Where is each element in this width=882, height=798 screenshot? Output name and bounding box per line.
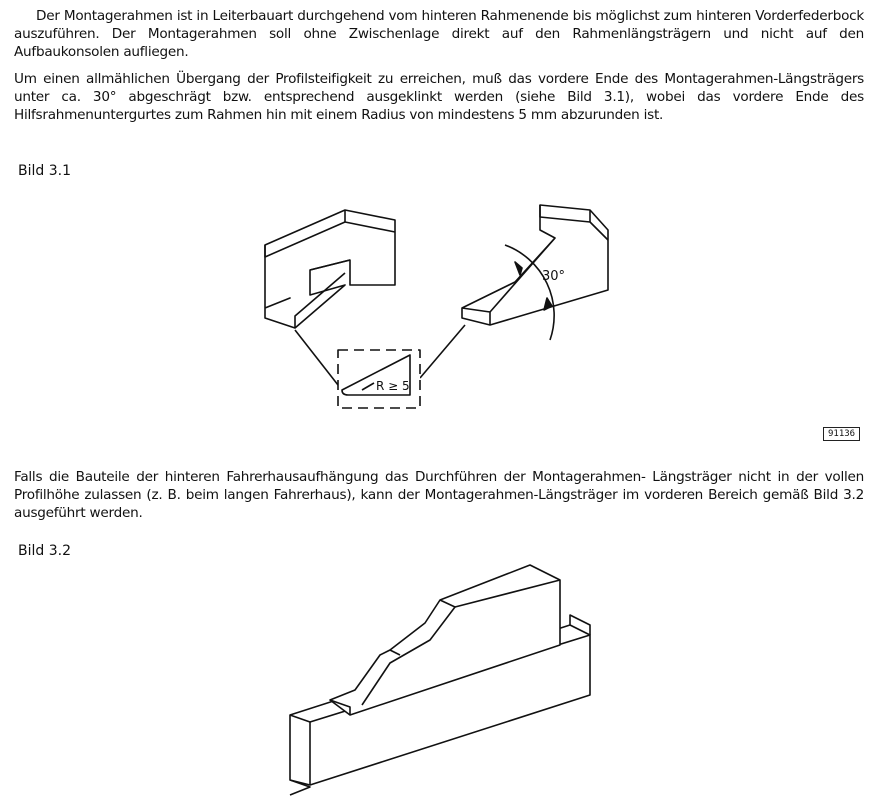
paragraph-profilsteifigkeit: Um einen allmählichen Übergang der Profilsteifigkeit zu erreichen, muß das vordere Ende des Montagerahmen-Längsträgers unter ca. 30° abgeschrägt bzw. entsprechend ausgeklinkt werden (siehe Bild 3.1), wobei das vordere Ende des Hilfsrahmenuntergurtes zum Rahmen hin mit einem Radius von mindestens 5 mm abzurunden ist. — [14, 71, 864, 123]
paragraph-montagerahmen: Der Montagerahmen ist in Leiterbauart durchgehend vom hinteren Rahmenende bis möglichst zum hinteren Vorderfederbock auszuführen. Der Montagerahmen soll ohne Zwischenlage direkt auf den Rahmenlängsträgern und nicht auf den Aufbaukonsolen aufliegen. — [14, 8, 864, 60]
paragraph-fahrerhausaufhaengung: Falls die Bauteile der hinteren Fahrerhausaufhängung das Durchführen der Montagerahmen- Längsträger nicht in der vollen Profilhöhe zulassen (z. B. beim langen Fahrerhaus), kann der Montagerahmen-Längsträger im vorderen Bereich gemäß Bild 3.2 ausgeführt werden. — [14, 469, 864, 521]
left-profile-part — [265, 210, 395, 328]
figure-label-3-2: Bild 3.2 — [18, 543, 71, 559]
figure-3-1-drawing — [250, 190, 630, 420]
figure-number-badge: 91136 — [823, 427, 860, 441]
radius-label: R ≥ 5 — [376, 379, 410, 393]
angle-label: 30° — [542, 269, 566, 284]
figure-label-3-1: Bild 3.1 — [18, 163, 71, 179]
figure-3-2-drawing — [280, 555, 610, 798]
